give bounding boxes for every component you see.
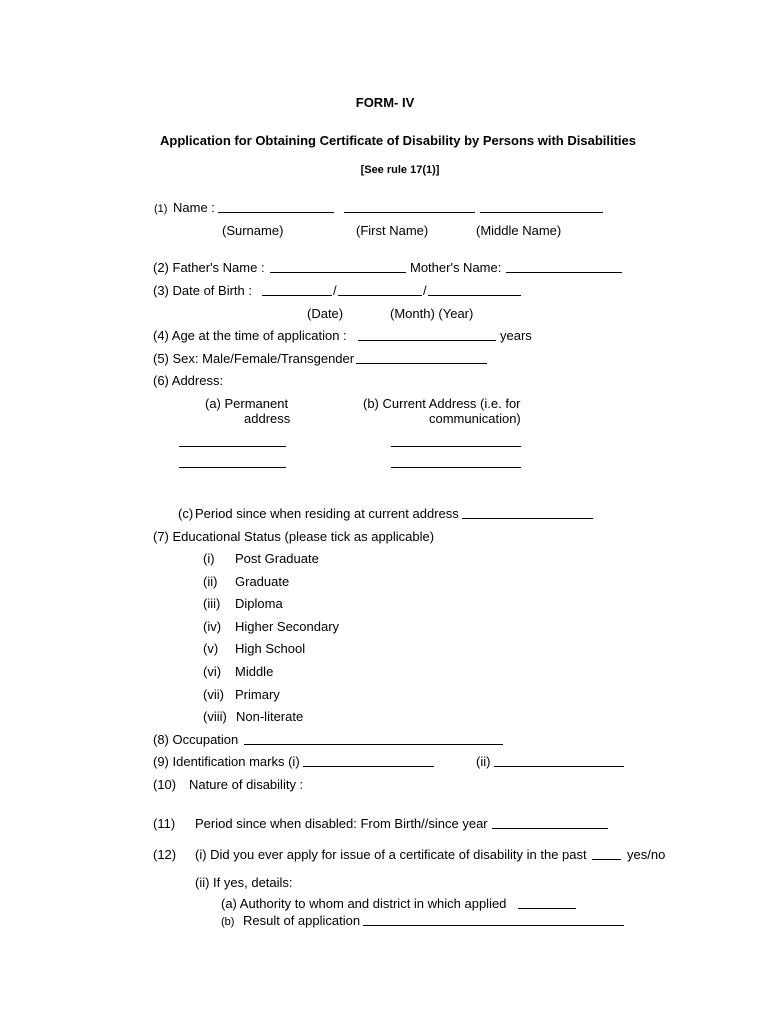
authority-label: (a) Authority to whom and district in which applied bbox=[221, 896, 507, 911]
sex-label: (5) Sex: Male/Female/Transgender bbox=[153, 351, 355, 366]
education-item-num: (vi) bbox=[203, 664, 222, 679]
period-residing-field[interactable] bbox=[462, 518, 593, 519]
dob-date-field[interactable] bbox=[262, 295, 332, 296]
current-address-label-1: (b) Current Address (i.e. for bbox=[363, 396, 521, 411]
dob-month-field[interactable] bbox=[338, 295, 422, 296]
education-item-num: (iii) bbox=[203, 596, 221, 611]
nature-of-disability-label: Nature of disability : bbox=[189, 777, 304, 792]
nature-number: (10) bbox=[153, 777, 177, 792]
period-residing-letter: (c) bbox=[178, 506, 194, 521]
education-item-num: (viii) bbox=[203, 709, 227, 724]
identification-mark-2-field[interactable] bbox=[494, 766, 624, 767]
education-item-num: (ii) bbox=[203, 574, 218, 589]
authority-field[interactable] bbox=[518, 908, 576, 909]
education-item-middle[interactable]: Middle bbox=[235, 664, 274, 679]
education-item-higher-secondary[interactable]: Higher Secondary bbox=[235, 619, 340, 634]
education-item-primary[interactable]: Primary bbox=[235, 687, 280, 702]
details-label: (ii) If yes, details: bbox=[195, 875, 293, 890]
age-field[interactable] bbox=[358, 340, 496, 341]
age-unit: years bbox=[500, 328, 532, 343]
education-item-graduate[interactable]: Graduate bbox=[235, 574, 290, 589]
applied-number: (12) bbox=[153, 847, 177, 862]
age-label: (4) Age at the time of application : bbox=[153, 328, 347, 343]
education-label: (7) Educational Status (please tick as applicable) bbox=[153, 529, 435, 544]
period-disabled-number: (11) bbox=[153, 816, 176, 831]
address-label: (6) Address: bbox=[153, 373, 224, 388]
name-label: Name : bbox=[173, 200, 215, 215]
rule-reference: [See rule 17(1)] bbox=[360, 164, 440, 176]
mother-name-field[interactable] bbox=[506, 272, 622, 273]
dob-date-caption: (Date) bbox=[307, 306, 344, 321]
dob-separator-1: / bbox=[333, 283, 337, 298]
sex-field[interactable] bbox=[356, 363, 487, 364]
mother-name-label: Mother's Name: bbox=[410, 260, 502, 275]
identification-marks-label: (9) Identification marks (i) bbox=[153, 754, 300, 769]
education-item-non-literate[interactable]: Non-literate bbox=[236, 709, 304, 724]
education-item-high-school[interactable]: High School bbox=[235, 641, 306, 656]
identification-mark-2-label: (ii) bbox=[476, 754, 491, 769]
permanent-address-label-2: address bbox=[244, 411, 291, 426]
occupation-field[interactable] bbox=[244, 744, 503, 745]
surname-field[interactable] bbox=[218, 212, 334, 213]
applied-before-field[interactable] bbox=[592, 859, 621, 860]
dob-year-field[interactable] bbox=[428, 295, 521, 296]
first-name-caption: (First Name) bbox=[356, 223, 429, 238]
dob-month-year-caption: (Month) (Year) bbox=[390, 306, 474, 321]
current-address-label-2: communication) bbox=[429, 411, 521, 426]
result-of-application-label: Result of application bbox=[243, 913, 361, 928]
education-item-num: (v) bbox=[203, 641, 219, 656]
permanent-address-line-1[interactable] bbox=[179, 446, 286, 447]
current-address-line-2[interactable] bbox=[391, 467, 521, 468]
period-residing-label: Period since when residing at current address bbox=[195, 506, 459, 521]
surname-caption: (Surname) bbox=[222, 223, 284, 238]
form-title: FORM- IV bbox=[355, 95, 415, 110]
permanent-address-line-2[interactable] bbox=[179, 467, 286, 468]
education-item-num: (vii) bbox=[203, 687, 224, 702]
form-heading: Application for Obtaining Certificate of Disability by Persons with Disabilities bbox=[159, 133, 637, 148]
applied-before-question: (i) Did you ever apply for issue of a certificate of disability in the past bbox=[195, 847, 587, 862]
identification-mark-1-field[interactable] bbox=[303, 766, 434, 767]
father-name-label: (2) Father's Name : bbox=[153, 260, 265, 275]
yes-no-options: yes/no bbox=[627, 847, 666, 862]
dob-separator-2: / bbox=[423, 283, 427, 298]
father-name-field[interactable] bbox=[270, 272, 406, 273]
permanent-address-label-1: (a) Permanent bbox=[205, 396, 289, 411]
current-address-line-1[interactable] bbox=[391, 446, 521, 447]
education-item-post-graduate[interactable]: Post Graduate bbox=[235, 551, 319, 566]
education-item-num: (iv) bbox=[203, 619, 222, 634]
middle-name-caption: (Middle Name) bbox=[476, 223, 562, 238]
middle-name-field[interactable] bbox=[480, 212, 603, 213]
occupation-label: (8) Occupation bbox=[153, 732, 239, 747]
period-disabled-label: Period since when disabled: From Birth//since year bbox=[195, 816, 488, 831]
result-of-application-field[interactable] bbox=[363, 925, 624, 926]
education-item-num: (i) bbox=[203, 551, 215, 566]
period-disabled-field[interactable] bbox=[492, 828, 608, 829]
name-number: (1) bbox=[154, 203, 168, 215]
dob-label: (3) Date of Birth : bbox=[153, 283, 252, 298]
result-letter: (b) bbox=[221, 916, 235, 928]
education-item-diploma[interactable]: Diploma bbox=[235, 596, 283, 611]
first-name-field[interactable] bbox=[344, 212, 475, 213]
